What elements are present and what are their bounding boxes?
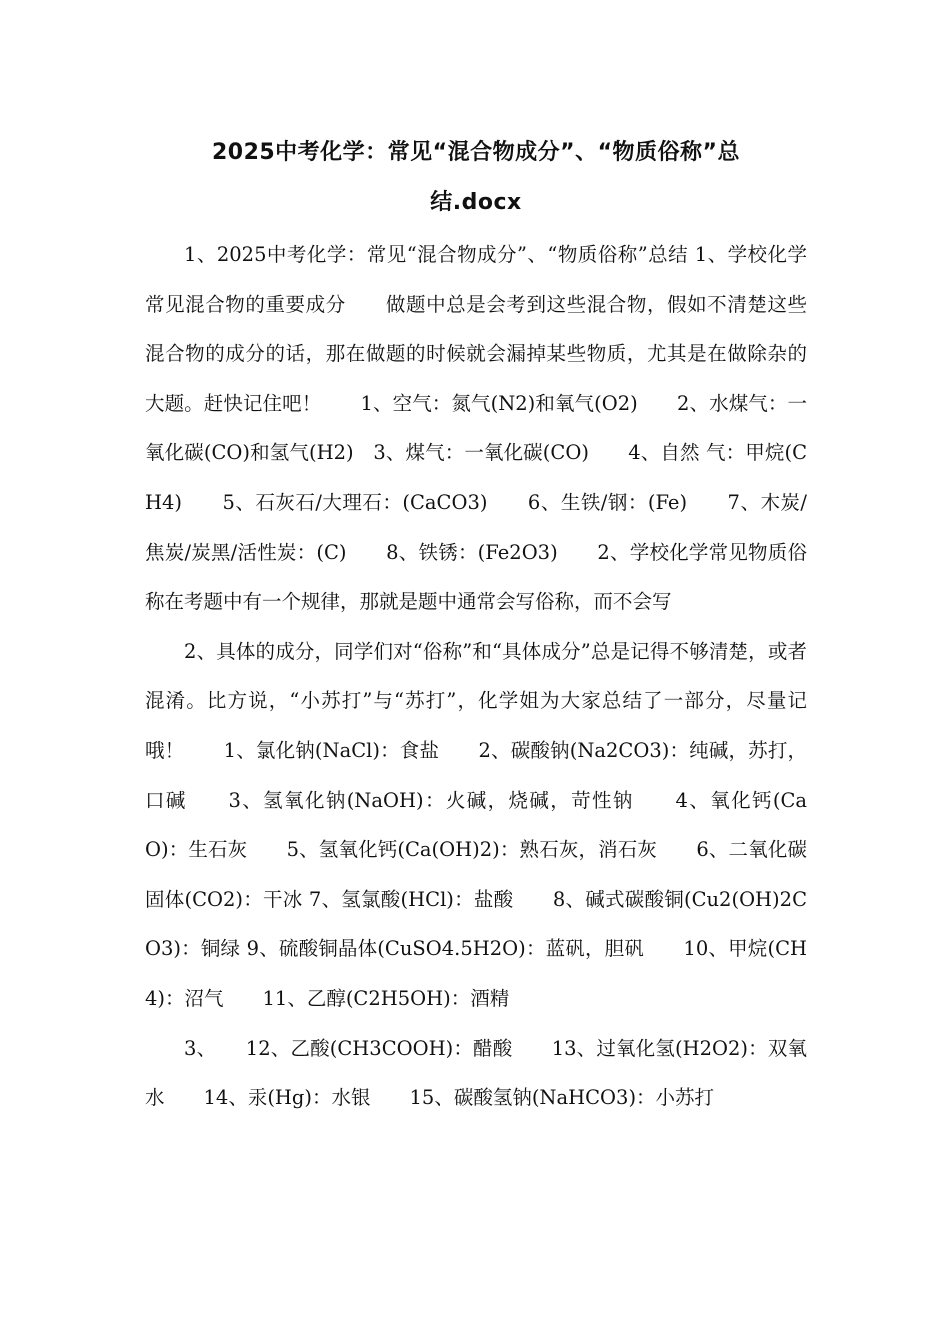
paragraph-1: 1、2025中考化学：常见“混合物成分”、“物质俗称”总结 1、学校化学常见混合物的重要成分 做题中总是会考到这些混合物，假如不清楚这些混合物的成分的话，那在做题的时候就会漏掉某些物质，尤其是在做除杂的大题。赶快记住吧！ 1、空气：氮气(N2)和氧气(O2) 2、水煤气：一氧化碳(CO)和氢气(H2) 3、煤气：一氧化碳(CO) 4、自然 气：甲烷(CH4) 5、石灰石/大理石：(CaCO3) 6、生铁/钢：(Fe) 7、木炭/焦炭/炭黑/活性炭：(C) 8、铁锈：(Fe2O3) 2、学校化学常见物质俗称在考题中有一个规律，那就是题中通常会写俗称，而不会写 bbox=[145, 243, 807, 614]
document-title bbox=[145, 128, 807, 228]
document-page bbox=[145, 0, 807, 1344]
title-line-1: 2025中考化学：常见“混合物成分”、“物质俗称”总 bbox=[211, 140, 741, 165]
paragraph-3: 3、 12、乙酸(CH3COOH)：醋酸 13、过氧化氢(H2O2)：双氧水 14、汞(Hg)：水银 15、碳酸氢钠(NaHCO3)：小苏打 bbox=[145, 1036, 807, 1110]
paragraph-2: 2、具体的成分，同学们对“俗称”和“具体成分”总是记得不够清楚，或者混淆。比方说，“小苏打”与“苏打”，化学姐为大家总结了一部分，尽量记哦！ 1、氯化钠(NaCl)：食盐 2、碳酸钠(Na2CO3)：纯碱，苏打，口碱 3、氢氧化钠(NaOH)：火碱，烧碱，苛性钠 4、氧化钙(CaO)：生石灰 5、氢氧化钙(Ca(OH)2)：熟石灰，消石灰 6、二氧化碳固体(CO2)：干冰 7、氢氯酸(HCl)：盐酸 8、碱式碳酸铜(Cu2(OH)2CO3)：铜绿 9、硫酸铜晶体(CuSO4.5H2O)：蓝矾，胆矾 10、甲烷(CH4)：沼气 11、乙醇(C2H5OH)：酒精 bbox=[145, 639, 807, 1010]
title-line-2: 结.docx bbox=[430, 190, 522, 215]
